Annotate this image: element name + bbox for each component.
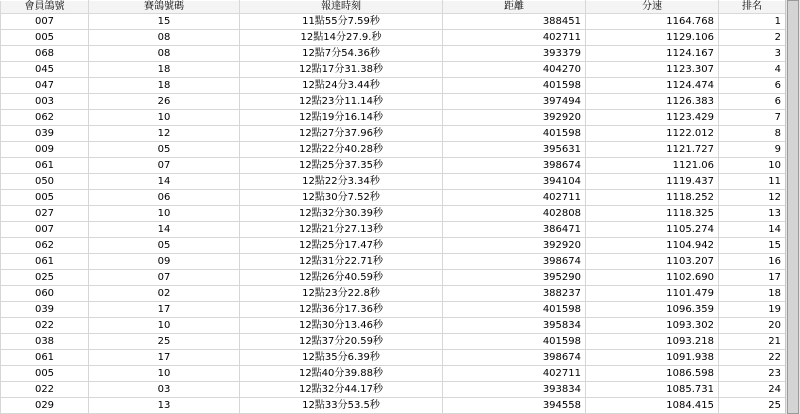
cell-pigeon-id: 02 bbox=[89, 286, 240, 302]
cell-arrival-time: 11點55分7.59秒 bbox=[240, 14, 443, 30]
cell-distance: 395290 bbox=[443, 270, 586, 286]
cell-arrival-time: 12點40分39.88秒 bbox=[240, 366, 443, 382]
cell-member-id: 045 bbox=[1, 62, 89, 78]
cell-speed: 1126.383 bbox=[586, 94, 719, 110]
header-rank[interactable]: 排名 bbox=[719, 1, 786, 14]
cell-pigeon-id: 18 bbox=[89, 78, 240, 94]
cell-arrival-time: 12點7分54.36秒 bbox=[240, 46, 443, 62]
cell-speed: 1105.274 bbox=[586, 222, 719, 238]
cell-speed: 1102.690 bbox=[586, 270, 719, 286]
cell-member-id: 007 bbox=[1, 222, 89, 238]
header-row bbox=[1, 1, 786, 14]
cell-arrival-time: 12點33分53.5秒 bbox=[240, 398, 443, 414]
table-row[interactable] bbox=[1, 30, 786, 46]
cell-member-id: 060 bbox=[1, 286, 89, 302]
cell-pigeon-id: 08 bbox=[89, 30, 240, 46]
table-row[interactable] bbox=[1, 238, 786, 254]
cell-distance: 395631 bbox=[443, 142, 586, 158]
cell-arrival-time: 12點23分11.14秒 bbox=[240, 94, 443, 110]
cell-speed: 1104.942 bbox=[586, 238, 719, 254]
cell-arrival-time: 12點25分17.47秒 bbox=[240, 238, 443, 254]
table-row[interactable] bbox=[1, 14, 786, 30]
cell-rank: 23 bbox=[719, 366, 786, 382]
table-row[interactable] bbox=[1, 382, 786, 398]
cell-arrival-time: 12點25分37.35秒 bbox=[240, 158, 443, 174]
cell-member-id: 003 bbox=[1, 94, 89, 110]
cell-rank: 14 bbox=[719, 222, 786, 238]
cell-distance: 398674 bbox=[443, 158, 586, 174]
cell-member-id: 068 bbox=[1, 46, 89, 62]
cell-distance: 401598 bbox=[443, 126, 586, 142]
cell-distance: 386471 bbox=[443, 222, 586, 238]
cell-pigeon-id: 10 bbox=[89, 366, 240, 382]
cell-distance: 404270 bbox=[443, 62, 586, 78]
cell-arrival-time: 12點36分17.36秒 bbox=[240, 302, 443, 318]
table-row[interactable] bbox=[1, 62, 786, 78]
cell-distance: 402711 bbox=[443, 190, 586, 206]
cell-pigeon-id: 15 bbox=[89, 14, 240, 30]
table-row[interactable] bbox=[1, 158, 786, 174]
cell-rank: 8 bbox=[719, 126, 786, 142]
header-speed[interactable]: 分速 bbox=[586, 1, 719, 14]
cell-pigeon-id: 12 bbox=[89, 126, 240, 142]
cell-pigeon-id: 10 bbox=[89, 110, 240, 126]
cell-rank: 12 bbox=[719, 190, 786, 206]
table-row[interactable] bbox=[1, 46, 786, 62]
cell-speed: 1164.768 bbox=[586, 14, 719, 30]
cell-member-id: 050 bbox=[1, 174, 89, 190]
cell-speed: 1124.474 bbox=[586, 78, 719, 94]
cell-speed: 1122.012 bbox=[586, 126, 719, 142]
cell-pigeon-id: 14 bbox=[89, 174, 240, 190]
table-row[interactable] bbox=[1, 366, 786, 382]
cell-rank: 13 bbox=[719, 206, 786, 222]
cell-arrival-time: 12點37分20.59秒 bbox=[240, 334, 443, 350]
cell-distance: 395834 bbox=[443, 318, 586, 334]
cell-arrival-time: 12點31分22.71秒 bbox=[240, 254, 443, 270]
cell-member-id: 039 bbox=[1, 302, 89, 318]
cell-pigeon-id: 17 bbox=[89, 302, 240, 318]
cell-distance: 398674 bbox=[443, 350, 586, 366]
cell-arrival-time: 12點32分30.39秒 bbox=[240, 206, 443, 222]
cell-member-id: 005 bbox=[1, 190, 89, 206]
cell-arrival-time: 12點35分6.39秒 bbox=[240, 350, 443, 366]
cell-pigeon-id: 05 bbox=[89, 142, 240, 158]
cell-speed: 1093.302 bbox=[586, 318, 719, 334]
cell-speed: 1101.479 bbox=[586, 286, 719, 302]
table-row[interactable] bbox=[1, 350, 786, 366]
cell-arrival-time: 12點22分3.34秒 bbox=[240, 174, 443, 190]
cell-member-id: 062 bbox=[1, 238, 89, 254]
table-row[interactable] bbox=[1, 270, 786, 286]
cell-member-id: 005 bbox=[1, 366, 89, 382]
cell-arrival-time: 12點24分3.44秒 bbox=[240, 78, 443, 94]
cell-rank: 25 bbox=[719, 398, 786, 414]
cell-rank: 10 bbox=[719, 158, 786, 174]
cell-speed: 1119.437 bbox=[586, 174, 719, 190]
cell-speed: 1086.598 bbox=[586, 366, 719, 382]
cell-rank: 24 bbox=[719, 382, 786, 398]
cell-member-id: 038 bbox=[1, 334, 89, 350]
cell-member-id: 009 bbox=[1, 142, 89, 158]
table-row[interactable] bbox=[1, 174, 786, 190]
header-member-id[interactable]: 會員鴿號 bbox=[1, 1, 89, 14]
cell-rank: 19 bbox=[719, 302, 786, 318]
cell-member-id: 022 bbox=[1, 382, 89, 398]
cell-rank: 18 bbox=[719, 286, 786, 302]
cell-pigeon-id: 03 bbox=[89, 382, 240, 398]
cell-pigeon-id: 14 bbox=[89, 222, 240, 238]
cell-pigeon-id: 25 bbox=[89, 334, 240, 350]
cell-rank: 11 bbox=[719, 174, 786, 190]
table-row[interactable] bbox=[1, 254, 786, 270]
cell-rank: 21 bbox=[719, 334, 786, 350]
header-pigeon-id[interactable]: 賽鴿號碼 bbox=[89, 1, 240, 14]
table-row[interactable] bbox=[1, 302, 786, 318]
cell-arrival-time: 12點26分40.59秒 bbox=[240, 270, 443, 286]
cell-member-id: 061 bbox=[1, 158, 89, 174]
cell-pigeon-id: 10 bbox=[89, 318, 240, 334]
cell-rank: 4 bbox=[719, 62, 786, 78]
cell-member-id: 027 bbox=[1, 206, 89, 222]
cell-pigeon-id: 18 bbox=[89, 62, 240, 78]
cell-member-id: 062 bbox=[1, 110, 89, 126]
cell-member-id: 007 bbox=[1, 14, 89, 30]
cell-distance: 392920 bbox=[443, 110, 586, 126]
cell-arrival-time: 12點32分44.17秒 bbox=[240, 382, 443, 398]
cell-member-id: 061 bbox=[1, 350, 89, 366]
cell-distance: 398674 bbox=[443, 254, 586, 270]
cell-rank: 9 bbox=[719, 142, 786, 158]
cell-speed: 1093.218 bbox=[586, 334, 719, 350]
cell-arrival-time: 12點17分31.38秒 bbox=[240, 62, 443, 78]
cell-pigeon-id: 05 bbox=[89, 238, 240, 254]
cell-arrival-time: 12點22分40.28秒 bbox=[240, 142, 443, 158]
cell-member-id: 029 bbox=[1, 398, 89, 414]
cell-pigeon-id: 07 bbox=[89, 158, 240, 174]
cell-arrival-time: 12點21分27.13秒 bbox=[240, 222, 443, 238]
cell-distance: 394558 bbox=[443, 398, 586, 414]
cell-arrival-time: 12點30分7.52秒 bbox=[240, 190, 443, 206]
table-row[interactable] bbox=[1, 126, 786, 142]
cell-arrival-time: 12點30分13.46秒 bbox=[240, 318, 443, 334]
cell-speed: 1084.415 bbox=[586, 398, 719, 414]
cell-distance: 402711 bbox=[443, 30, 586, 46]
cell-rank: 20 bbox=[719, 318, 786, 334]
cell-rank: 7 bbox=[719, 110, 786, 126]
cell-member-id: 025 bbox=[1, 270, 89, 286]
cell-distance: 392920 bbox=[443, 238, 586, 254]
cell-distance: 394104 bbox=[443, 174, 586, 190]
cell-speed: 1118.252 bbox=[586, 190, 719, 206]
table-row[interactable] bbox=[1, 110, 786, 126]
cell-member-id: 047 bbox=[1, 78, 89, 94]
cell-distance: 402808 bbox=[443, 206, 586, 222]
cell-distance: 401598 bbox=[443, 78, 586, 94]
cell-rank: 15 bbox=[719, 238, 786, 254]
cell-pigeon-id: 06 bbox=[89, 190, 240, 206]
cell-speed: 1096.359 bbox=[586, 302, 719, 318]
cell-speed: 1129.106 bbox=[586, 30, 719, 46]
cell-arrival-time: 12點19分16.14秒 bbox=[240, 110, 443, 126]
cell-speed: 1121.06 bbox=[586, 158, 719, 174]
cell-distance: 401598 bbox=[443, 334, 586, 350]
cell-member-id: 061 bbox=[1, 254, 89, 270]
cell-pigeon-id: 08 bbox=[89, 46, 240, 62]
cell-speed: 1121.727 bbox=[586, 142, 719, 158]
cell-member-id: 005 bbox=[1, 30, 89, 46]
cell-speed: 1085.731 bbox=[586, 382, 719, 398]
cell-speed: 1123.307 bbox=[586, 62, 719, 78]
cell-arrival-time: 12點27分37.96秒 bbox=[240, 126, 443, 142]
table-row[interactable] bbox=[1, 142, 786, 158]
cell-distance: 388451 bbox=[443, 14, 586, 30]
cell-speed: 1091.938 bbox=[586, 350, 719, 366]
table-row[interactable] bbox=[1, 334, 786, 350]
table-row[interactable] bbox=[1, 318, 786, 334]
table-row[interactable] bbox=[1, 190, 786, 206]
cell-pigeon-id: 26 bbox=[89, 94, 240, 110]
cell-distance: 402711 bbox=[443, 366, 586, 382]
cell-arrival-time: 12點14分27.9.秒 bbox=[240, 30, 443, 46]
table-row[interactable] bbox=[1, 398, 786, 414]
cell-rank: 1 bbox=[719, 14, 786, 30]
table-row[interactable] bbox=[1, 94, 786, 110]
table-row[interactable] bbox=[1, 206, 786, 222]
cell-rank: 17 bbox=[719, 270, 786, 286]
cell-rank: 6 bbox=[719, 78, 786, 94]
cell-arrival-time: 12點23分22.8秒 bbox=[240, 286, 443, 302]
vertical-scrollbar[interactable] bbox=[785, 0, 800, 414]
cell-pigeon-id: 07 bbox=[89, 270, 240, 286]
cell-rank: 6 bbox=[719, 94, 786, 110]
cell-pigeon-id: 10 bbox=[89, 206, 240, 222]
cell-distance: 388237 bbox=[443, 286, 586, 302]
cell-rank: 3 bbox=[719, 46, 786, 62]
cell-distance: 393834 bbox=[443, 382, 586, 398]
cell-distance: 401598 bbox=[443, 302, 586, 318]
cell-distance: 397494 bbox=[443, 94, 586, 110]
table-row[interactable] bbox=[1, 78, 786, 94]
header-distance[interactable]: 距離 bbox=[443, 1, 586, 14]
cell-speed: 1123.429 bbox=[586, 110, 719, 126]
cell-speed: 1103.207 bbox=[586, 254, 719, 270]
cell-member-id: 039 bbox=[1, 126, 89, 142]
cell-rank: 16 bbox=[719, 254, 786, 270]
cell-pigeon-id: 13 bbox=[89, 398, 240, 414]
cell-pigeon-id: 09 bbox=[89, 254, 240, 270]
header-arrival-time[interactable]: 報達時刻 bbox=[240, 1, 443, 14]
cell-rank: 2 bbox=[719, 30, 786, 46]
table-row[interactable] bbox=[1, 286, 786, 302]
cell-distance: 393379 bbox=[443, 46, 586, 62]
cell-rank: 22 bbox=[719, 350, 786, 366]
cell-speed: 1118.325 bbox=[586, 206, 719, 222]
cell-pigeon-id: 17 bbox=[89, 350, 240, 366]
cell-member-id: 022 bbox=[1, 318, 89, 334]
scrollbar-thumb[interactable] bbox=[787, 0, 799, 414]
table-row[interactable] bbox=[1, 222, 786, 238]
cell-speed: 1124.167 bbox=[586, 46, 719, 62]
